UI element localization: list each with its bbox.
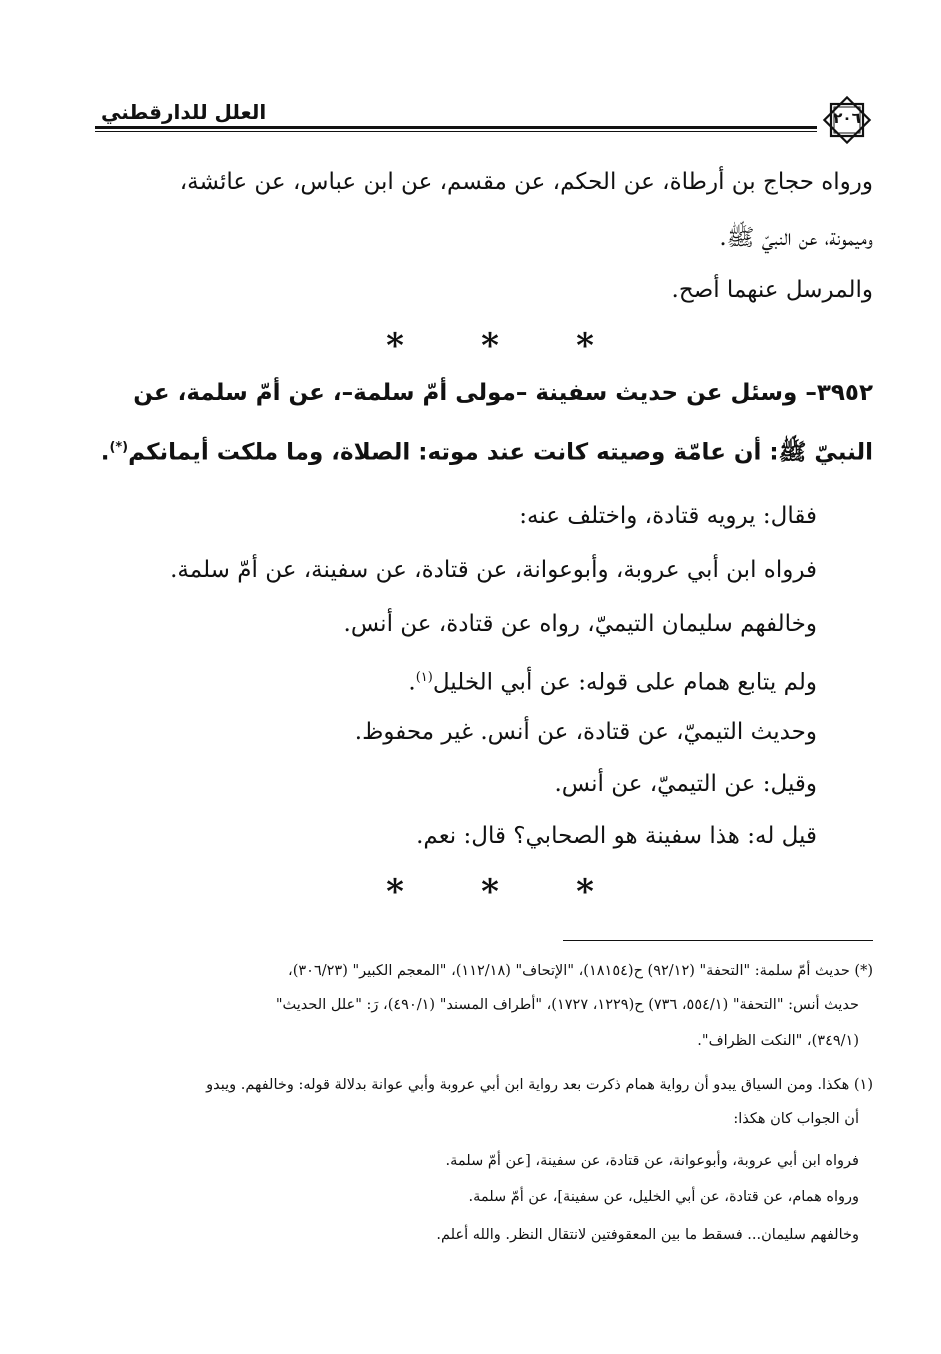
question-line: ٣٩٥٢– وسئل عن حديث سفينة –مولى أمّ سلمة–، عن أمّ سلمة، عن: [133, 380, 873, 406]
header-rule-thin: [95, 131, 817, 132]
page-number: ٢٠٦: [833, 109, 861, 127]
paragraph-line: والمرسل عنهما أصح.: [671, 277, 873, 303]
section-separator: [380, 326, 600, 366]
answer-line: [408, 662, 817, 699]
footnote-line: أن الجواب كان هكذا:: [733, 1111, 859, 1127]
separator-star: *: [386, 872, 404, 912]
answer-line: فقال: يرويه قتادة، واختلف عنه:: [519, 503, 817, 529]
footnote-line: ورواه همام، عن قتادة، عن أبي الخليل، عن سفينة]، عن أمّ سلمة.: [468, 1189, 859, 1205]
question-end: .: [100, 439, 110, 466]
separator-star: *: [576, 326, 594, 366]
question-line: [101, 432, 873, 469]
footnote-separator: [563, 940, 873, 941]
answer-line: وحديث التيميّ، عن قتادة، عن أنس. غير محفوظ.: [354, 719, 817, 745]
section-separator: [380, 872, 600, 912]
answer-line: قيل له: هذا سفينة هو الصحابي؟ قال: نعم.: [416, 823, 817, 849]
separator-star: *: [576, 872, 594, 912]
separator-star: *: [386, 326, 404, 366]
separator-star: *: [481, 326, 499, 366]
running-title: العلل للدارقطني: [101, 100, 267, 124]
answer-text: ولم يتابع همام على قوله: عن أبي الخليل: [432, 669, 817, 696]
footnote-line: وخالفهم سليمان... فسقط ما بين المعقوفتين لانتقال النظر. والله أعلم.: [436, 1227, 859, 1243]
separator-star: *: [481, 872, 499, 912]
footnote-line: حديث أنس: "التحفة" (٥٥٤/١، ٧٣٦) ح(١٢٢٩، ١٧٢٧)، "أطراف المسند" (٤٩٠/١)، رَ: "علل الحديث": [275, 997, 859, 1013]
footnote-marker: (*): [109, 440, 129, 455]
footnote-ref: (١): [415, 670, 433, 685]
footnote-line: فرواه ابن أبي عروبة، وأبوعوانة، عن قتادة، عن سفينة، [عن أمّ سلمة.: [445, 1153, 859, 1169]
paragraph-line: ورواه حجاج بن أرطاة، عن الحكم، عن مقسم، عن ابن عباس، عن عائشة،: [179, 169, 873, 195]
header-rule-thick: [95, 126, 817, 129]
answer-line: وقيل: عن التيميّ، عن أنس.: [554, 771, 817, 797]
footnote-line: (*) حديث أمّ سلمة: "التحفة" (٩٢/١٢) ح(١٨١٥٤)، "الإتحاف" (١١٢/١٨)، "المعجم الكبير" (٣٠٦/٢٣)،: [288, 963, 873, 979]
footnote-line: (١) هكذا. ومن السياق يبدو أن رواية همام ذكرت بعد رواية ابن أبي عروبة وأبي عوانة بدلالة قوله: وخالفهم. ويبدو: [206, 1077, 873, 1093]
paragraph-line: وميمونة، عن النبيّ ﷺ.: [719, 225, 873, 251]
footnote-line: (٣٤٩/١)، "النكت الظراف".: [697, 1033, 859, 1049]
answer-line: وخالفهم سليمان التيميّ، رواه عن قتادة، عن أنس.: [343, 611, 817, 637]
question-text: النبيّ ﷺ: أن عامّة وصيته كانت عند موته: الصلاة، وما ملكت أيمانكم: [128, 439, 873, 466]
answer-end: .: [408, 669, 416, 696]
answer-line: فرواه ابن أبي عروبة، وأبوعوانة، عن قتادة، عن سفينة، عن أمّ سلمة.: [170, 557, 817, 583]
page-header: [95, 92, 875, 144]
